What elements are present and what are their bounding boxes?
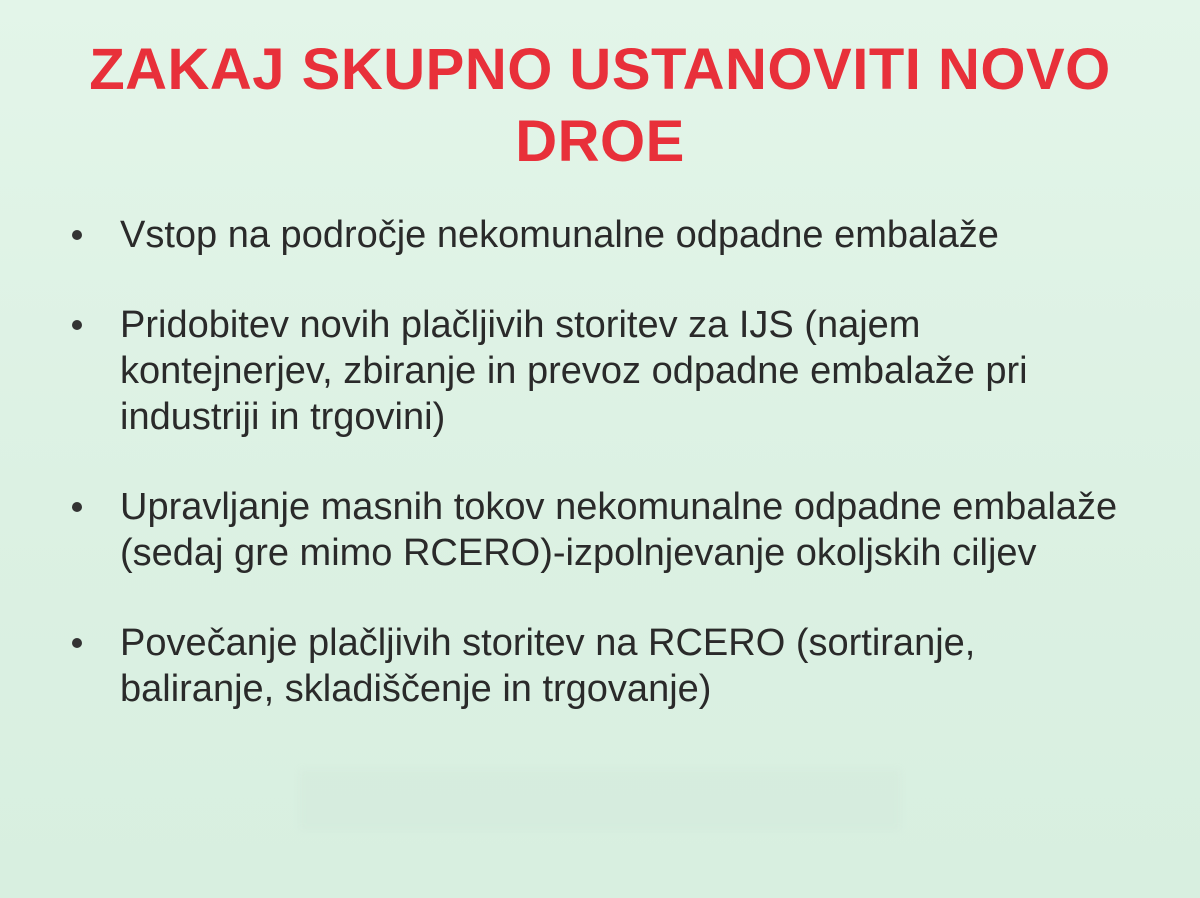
bullet-dot-icon	[72, 502, 82, 512]
bullet-text: Pridobitev novih plačljivih storitev za IJS (najem kontejnerjev, zbiranje in prevoz odpadne embalaže pri industriji in trgovini)	[120, 304, 1028, 438]
bullet-item	[70, 302, 1140, 440]
bullet-item	[70, 620, 1140, 712]
bullet-list	[70, 212, 1140, 712]
bullet-text: Vstop na področje nekomunalne odpadne embalaže	[120, 214, 999, 256]
bullet-dot-icon	[72, 638, 82, 648]
slide-title: ZAKAJ SKUPNO USTANOVITI NOVO DROE	[89, 37, 1111, 174]
bullet-item	[70, 212, 1140, 258]
bullet-dot-icon	[72, 230, 82, 240]
scan-bleed-through	[300, 770, 900, 830]
bullet-text: Upravljanje masnih tokov nekomunalne odpadne embalaže (sedaj gre mimo RCERO)-izpolnjevanje okoljskih ciljev	[120, 486, 1118, 574]
bullet-item	[70, 484, 1140, 576]
bullet-text: Povečanje plačljivih storitev na RCERO (sortiranje, baliranje, skladiščenje in trgovanje)	[120, 622, 976, 710]
bullet-dot-icon	[72, 320, 82, 330]
